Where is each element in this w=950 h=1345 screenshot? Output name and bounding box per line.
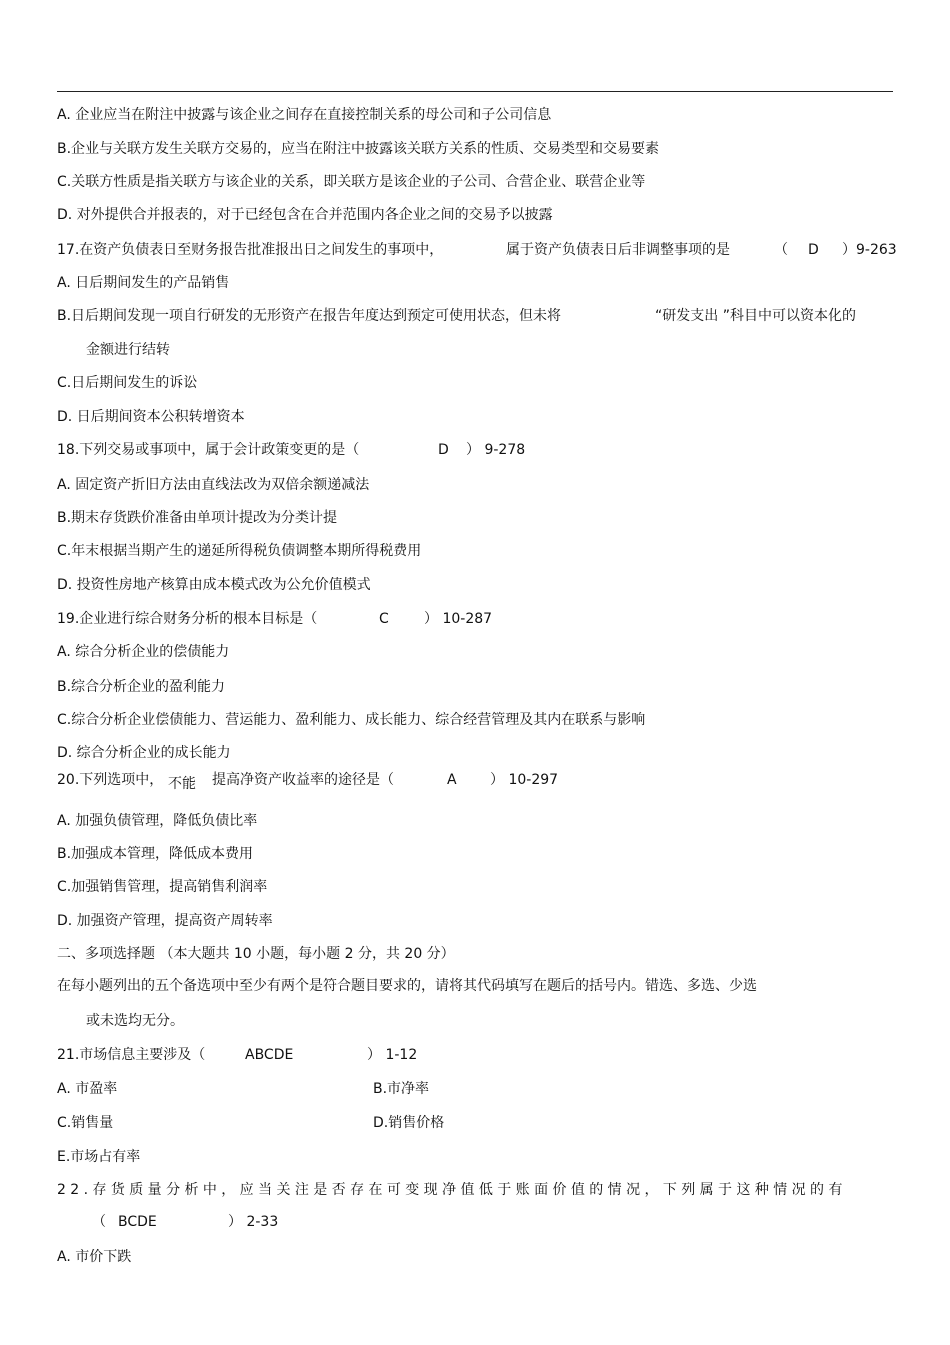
question-stem: 提高净资产收益率的途径是（ xyxy=(212,772,394,788)
answer-key: BCDE xyxy=(118,1214,157,1230)
answer-bracket: （ xyxy=(92,1214,106,1230)
option-line: A. 企业应当在附注中披露与该企业之间存在直接控制关系的母公司和子公司信息 xyxy=(57,107,552,123)
question-stem: 属于资产负债表日后非调整事项的是 xyxy=(506,242,730,258)
option-line: D. 投资性房地产核算由成本模式改为公允价值模式 xyxy=(57,577,371,593)
option-line: B.加强成本管理，降低成本费用 xyxy=(57,846,254,862)
option-line: A. 固定资产折旧方法由直线法改为双倍余额递减法 xyxy=(57,477,370,493)
section-instructions: 或未选均无分。 xyxy=(86,1013,184,1029)
option-line: D. 日后期间资本公积转增资本 xyxy=(57,409,245,425)
option-line: C.综合分析企业偿债能力、营运能力、盈利能力、成长能力、综合经营管理及其内在联系与影响 xyxy=(57,712,646,728)
answer-key: C xyxy=(379,611,389,627)
option-line: B.综合分析企业的盈利能力 xyxy=(57,679,226,695)
page-reference: ） 10-297 xyxy=(490,772,559,788)
option-line: C.销售量 xyxy=(57,1115,114,1131)
page-reference: ） 10-287 xyxy=(424,611,493,627)
option-line: B.日后期间发现一项自行研发的无形资产在报告年度达到预定可使用状态，但未将 xyxy=(57,308,562,324)
option-line: A. 加强负债管理，降低负债比率 xyxy=(57,813,258,829)
question-stem: 19.企业进行综合财务分析的根本目标是（ xyxy=(57,611,318,627)
option-continuation: 金额进行结转 xyxy=(86,342,170,358)
option-line: E.市场占有率 xyxy=(57,1149,141,1165)
header-rule xyxy=(57,91,893,92)
option-line: C.关联方性质是指关联方与该企业的关系，即关联方是该企业的子公司、合营企业、联营企业等 xyxy=(57,174,646,190)
option-line: “研发支出 ”科目中可以资本化的 xyxy=(655,308,856,324)
option-line: A. 日后期间发生的产品销售 xyxy=(57,275,230,291)
option-line: A. 市价下跌 xyxy=(57,1249,132,1265)
question-stem: 18.下列交易或事项中，属于会计政策变更的是（ xyxy=(57,442,360,458)
option-line: C.日后期间发生的诉讼 xyxy=(57,375,198,391)
page-reference: ） 2-33 xyxy=(228,1214,279,1230)
option-line: A. 综合分析企业的偿债能力 xyxy=(57,644,230,660)
emphasis-text: 不能 xyxy=(168,776,196,792)
page-reference: ） 1-12 xyxy=(367,1047,418,1063)
answer-bracket: （ xyxy=(774,242,788,258)
question-stem: 22.存货质量分析中，应当关注是否存在可变现净值低于账面价值的情况，下列属于这种情况的有 xyxy=(57,1182,847,1198)
option-line: B.企业与关联方发生关联方交易的，应当在附注中披露该关联方关系的性质、交易类型和交易要素 xyxy=(57,141,660,157)
option-line: D.销售价格 xyxy=(373,1115,445,1131)
option-line: B.期末存货跌价准备由单项计提改为分类计提 xyxy=(57,510,338,526)
question-stem: 20.下列选项中， xyxy=(57,772,164,788)
question-stem: 17.在资产负债表日至财务报告批准报出日之间发生的事项中， xyxy=(57,242,444,258)
option-line: D. 加强资产管理，提高资产周转率 xyxy=(57,913,273,929)
answer-key: D xyxy=(808,242,819,258)
page-reference: ）9-263 xyxy=(842,242,897,258)
option-line: D. 对外提供合并报表的，对于已经包含在合并范围内各企业之间的交易予以披露 xyxy=(57,207,553,223)
option-line: A. 市盈率 xyxy=(57,1081,118,1097)
option-line: D. 综合分析企业的成长能力 xyxy=(57,745,231,761)
option-line: C.加强销售管理，提高销售利润率 xyxy=(57,879,268,895)
answer-key: A xyxy=(447,772,457,788)
question-stem: 21.市场信息主要涉及（ xyxy=(57,1047,206,1063)
option-line: B.市净率 xyxy=(373,1081,430,1097)
option-line: C.年末根据当期产生的递延所得税负债调整本期所得税费用 xyxy=(57,543,422,559)
page-reference: ） 9-278 xyxy=(466,442,526,458)
section-instructions: 在每小题列出的五个备选项中至少有两个是符合题目要求的，请将其代码填写在题后的括号内。错选、多选、少选 xyxy=(57,978,757,994)
answer-key: ABCDE xyxy=(245,1047,294,1063)
section-heading: 二、多项选择题 （本大题共 10 小题，每小题 2 分，共 20 分） xyxy=(57,946,455,962)
answer-key: D xyxy=(438,442,449,458)
